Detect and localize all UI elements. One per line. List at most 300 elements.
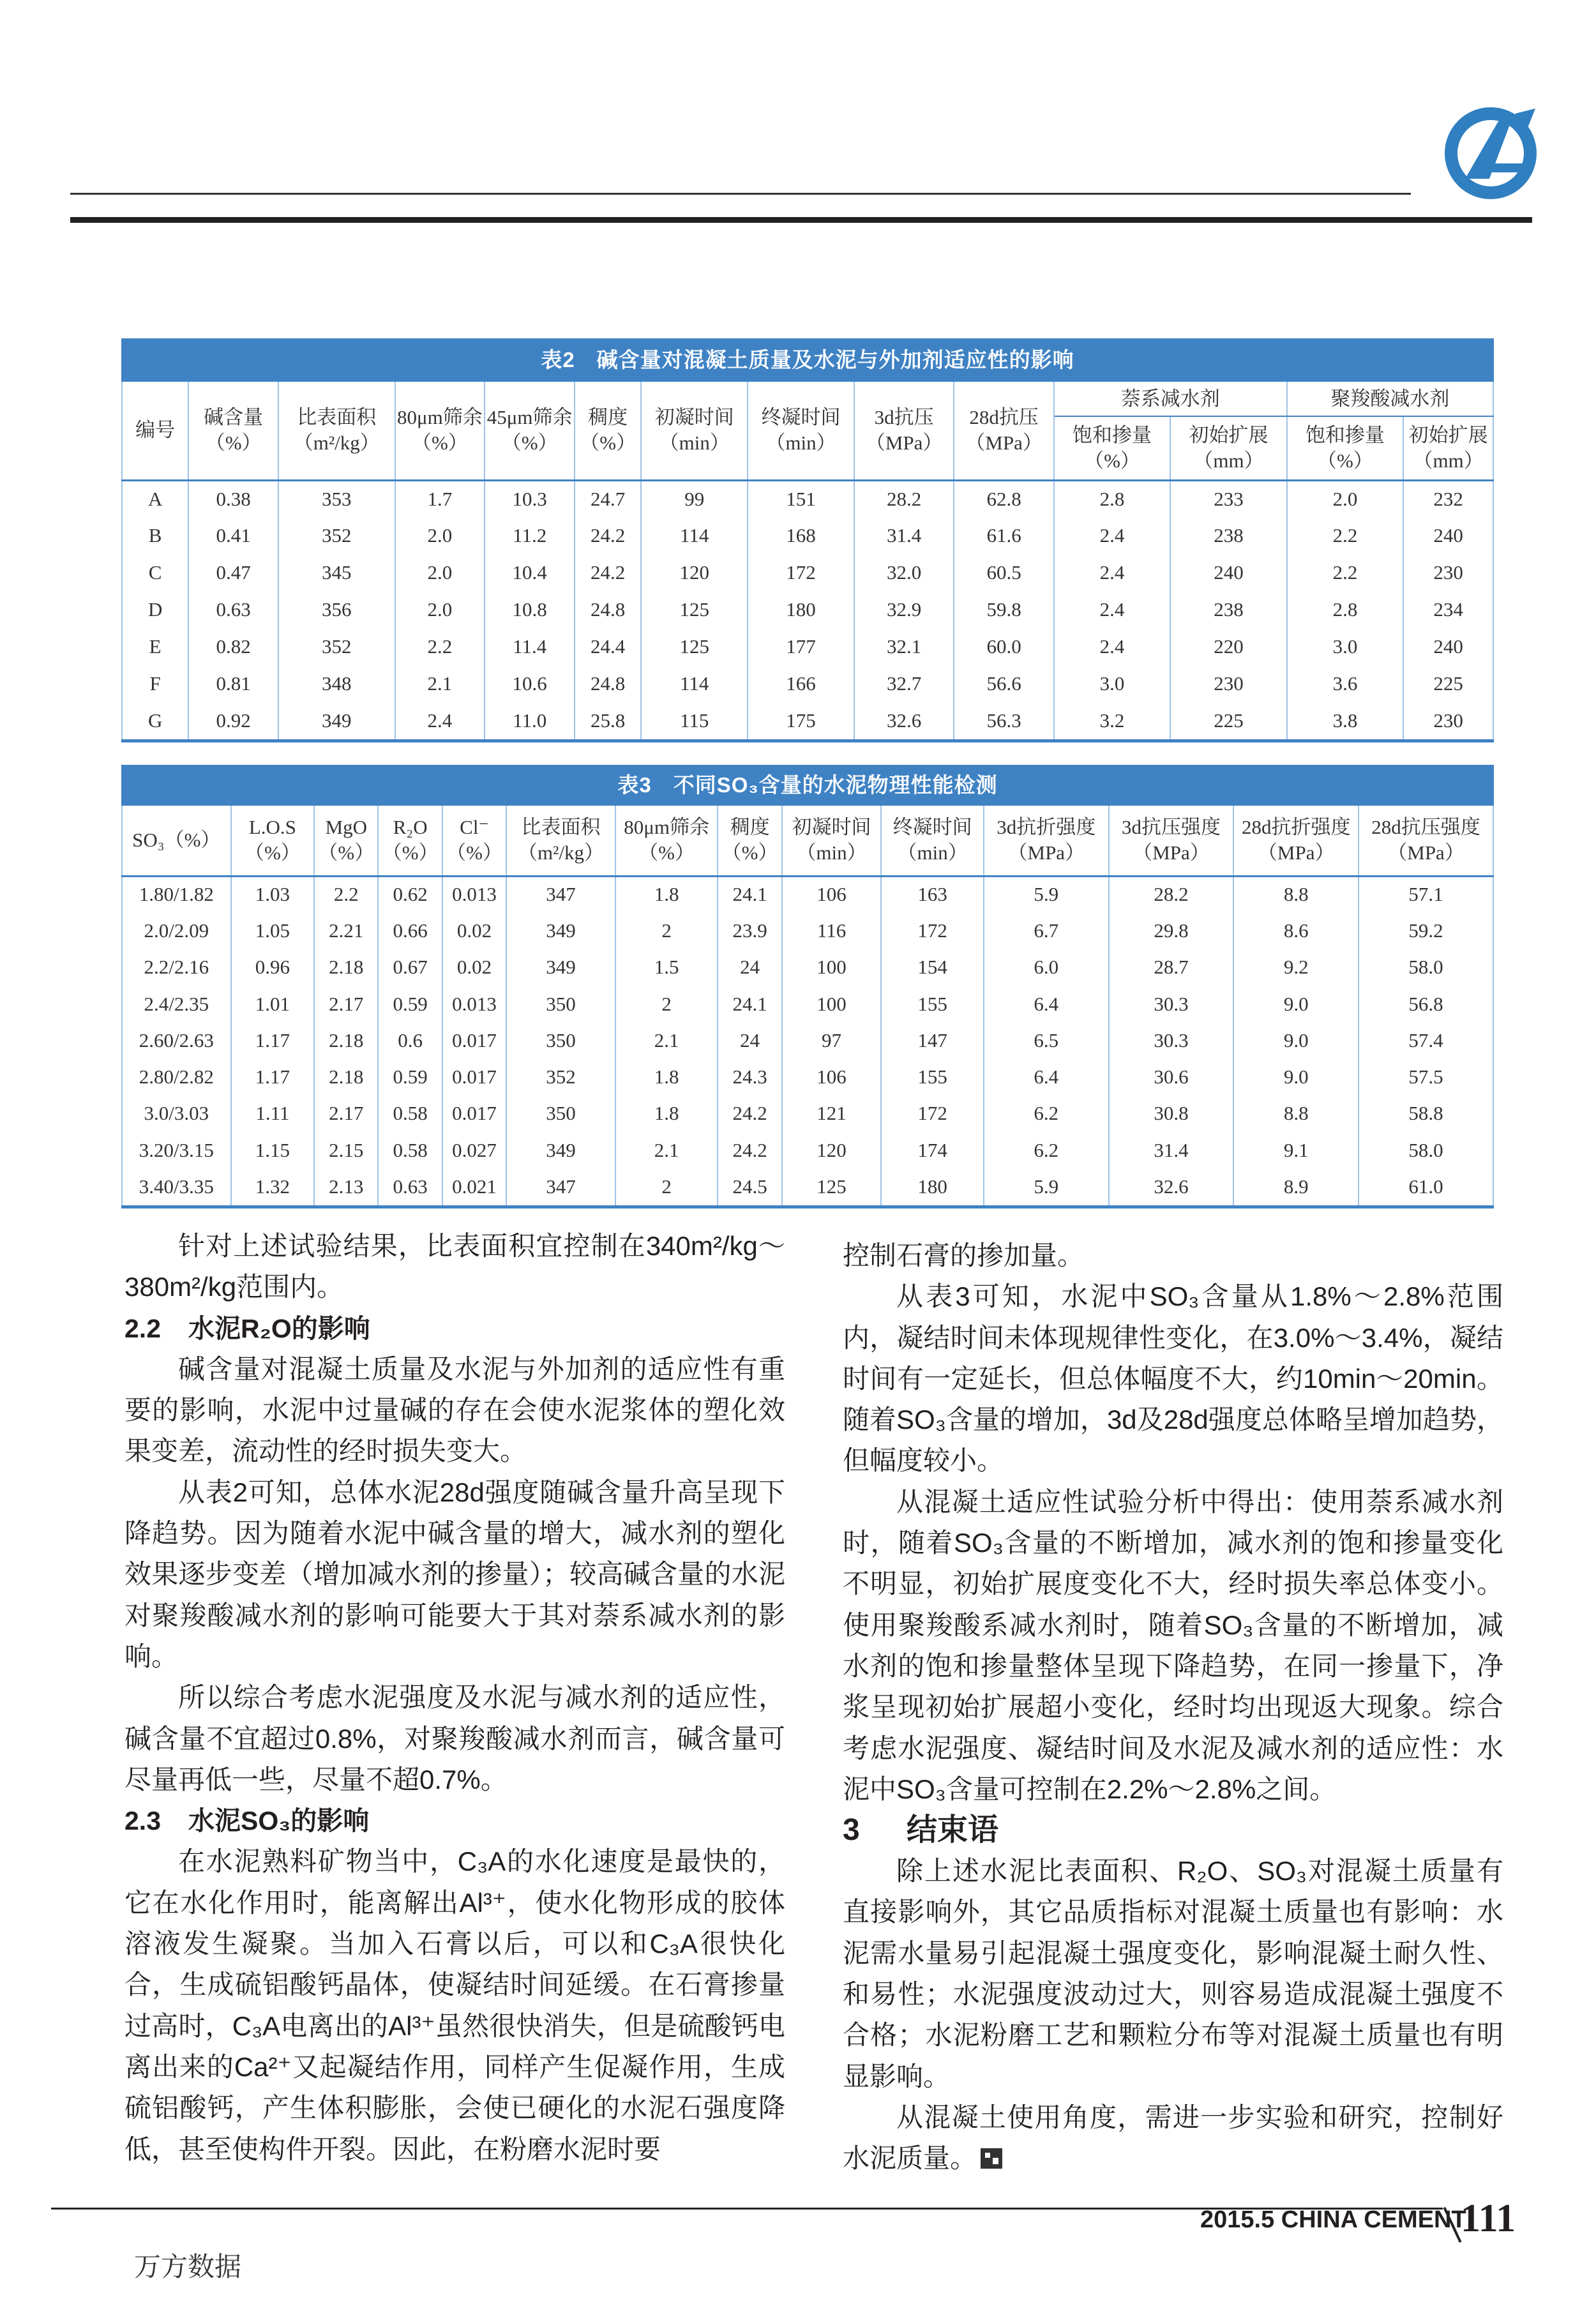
table-cell: 24.2 (575, 554, 641, 591)
table-cell: 2.13 (314, 1168, 378, 1205)
table-cell: 58.0 (1359, 949, 1493, 986)
table-cell: 349 (506, 1132, 615, 1168)
col-header: 碱含量（%） (188, 382, 278, 480)
sub-header: 初始扩展（mm） (1403, 416, 1493, 480)
table-cell: 9.0 (1233, 1058, 1359, 1095)
table-cell: 0.38 (188, 480, 278, 517)
table-cell: 56.8 (1359, 986, 1493, 1022)
table-cell: 9.1 (1233, 1132, 1359, 1168)
table-row (122, 591, 1493, 628)
table-cell: 233 (1170, 480, 1286, 517)
table-cell: 31.4 (854, 517, 954, 554)
table-cell: 97 (782, 1022, 882, 1058)
group-header-naphthalene: 萘系减水剂 (1054, 382, 1287, 416)
table-cell: 0.017 (442, 1058, 506, 1095)
left-column (124, 1226, 785, 2170)
table-cell: 240 (1403, 628, 1493, 665)
col-header: 28d抗压强度（MPa） (1359, 806, 1493, 876)
table-cell: 2.4 (1054, 517, 1170, 554)
table-cell: 1.7 (395, 480, 485, 517)
table-cell: 2.2 (314, 876, 378, 912)
sub-header: 饱和掺量（%） (1054, 416, 1170, 480)
table-cell: 24.5 (718, 1168, 781, 1205)
table-cell: 175 (748, 702, 854, 739)
table-cell: 9.0 (1233, 1022, 1359, 1058)
table-cell: 0.62 (378, 876, 442, 912)
table-cell: A (122, 480, 188, 517)
table-cell: 10.4 (485, 554, 575, 591)
page-number: 111 (1461, 2197, 1516, 2240)
table-cell: 114 (641, 517, 748, 554)
table-cell: 32.1 (854, 628, 954, 665)
table-cell: 2.1 (395, 665, 485, 702)
table-cell: 180 (748, 591, 854, 628)
table-cell: 5.9 (984, 1168, 1109, 1205)
table-cell: 3.6 (1287, 665, 1403, 702)
table-cell: 2 (615, 986, 718, 1022)
table-cell: 11.4 (485, 628, 575, 665)
table-cell: 106 (782, 1058, 882, 1095)
col-header: 比表面积（m²/kg） (278, 382, 395, 480)
table-cell: 56.3 (954, 702, 1053, 739)
table-row (122, 480, 1493, 517)
table-cell: 168 (748, 517, 854, 554)
table-cell: 23.9 (718, 912, 781, 949)
table-cell: 2.4 (1054, 628, 1170, 665)
col-header: 比表面积（m²/kg） (506, 806, 615, 876)
group-header-polycarboxylate: 聚羧酸减水剂 (1287, 382, 1493, 416)
table-cell: 0.63 (188, 591, 278, 628)
header-rule-thin (70, 193, 1411, 195)
table-cell: 2.4 (1054, 591, 1170, 628)
table-cell: B (122, 517, 188, 554)
table-cell: 30.6 (1109, 1058, 1234, 1095)
table-cell: 8.6 (1233, 912, 1359, 949)
col-header: 稠度（%） (718, 806, 781, 876)
table-cell: 8.8 (1233, 1096, 1359, 1132)
table-cell: 8.8 (1233, 876, 1359, 912)
col-header: MgO（%） (314, 806, 378, 876)
table-cell: 6.7 (984, 912, 1109, 949)
table-3-grid (121, 806, 1494, 1205)
table-cell: 6.0 (984, 949, 1109, 986)
table-cell: 114 (641, 665, 748, 702)
table-cell: 349 (506, 949, 615, 986)
table-cell: C (122, 554, 188, 591)
table-cell: 154 (881, 949, 984, 986)
table-cell: G (122, 702, 188, 739)
table-cell: 0.02 (442, 949, 506, 986)
table-cell: 352 (278, 517, 395, 554)
table-cell: 24.7 (575, 480, 641, 517)
table-cell: 2.2 (395, 628, 485, 665)
table-cell: 240 (1403, 517, 1493, 554)
table-cell: 180 (881, 1168, 984, 1205)
table-cell: 0.92 (188, 702, 278, 739)
table-cell: 1.01 (231, 986, 314, 1022)
table-cell: 57.5 (1359, 1058, 1493, 1095)
table-cell: 177 (748, 628, 854, 665)
table-cell: 220 (1170, 628, 1286, 665)
table-2-title: 表2 碱含量对混凝土质量及水泥与外加剂适应性的影响 (121, 338, 1494, 382)
table-cell: 0.66 (378, 912, 442, 949)
table-cell: 9.0 (1233, 986, 1359, 1022)
col-header: R₂O（%） (378, 806, 442, 876)
table-cell: 57.4 (1359, 1022, 1493, 1058)
table-cell: D (122, 591, 188, 628)
table-cell: 6.4 (984, 1058, 1109, 1095)
table-cell: 24.8 (575, 591, 641, 628)
col-header: 28d抗压（MPa） (954, 382, 1053, 480)
table-cell: 2.1 (615, 1132, 718, 1168)
right-column (843, 1235, 1503, 2180)
table-cell: 147 (881, 1022, 984, 1058)
table-cell: 106 (782, 876, 882, 912)
col-header: 初凝时间（min） (641, 382, 748, 480)
table-cell: 120 (641, 554, 748, 591)
table-cell: 125 (641, 591, 748, 628)
paragraph: 针对上述试验结果，比表面积宜控制在340m²/kg～380m²/kg范围内。 (124, 1231, 785, 1302)
table-cell: 352 (506, 1058, 615, 1095)
table-cell: 3.2 (1054, 702, 1170, 739)
table-cell: 2.4 (1054, 554, 1170, 591)
table-cell: 2 (615, 1168, 718, 1205)
table-cell: 0.96 (231, 949, 314, 986)
col-header: 80μm筛余（%） (395, 382, 485, 480)
table-cell: 100 (782, 949, 882, 986)
paragraph: 所以综合考虑水泥强度及水泥与减水剂的适应性，碱含量不宜超过0.8%，对聚羧酸减水剂而言，碱含量可尽量再低一些，尽量不超0.7%。 (124, 1682, 785, 1795)
table-cell: 230 (1170, 665, 1286, 702)
table-cell: 0.013 (442, 986, 506, 1022)
table-cell: 32.0 (854, 554, 954, 591)
table-row (122, 1096, 1493, 1132)
table-row (122, 1058, 1493, 1095)
col-header: 初凝时间（min） (782, 806, 882, 876)
table-cell: 352 (278, 628, 395, 665)
table-2-grid (121, 382, 1494, 739)
table-cell: 238 (1170, 591, 1286, 628)
table-cell: 28.7 (1109, 949, 1234, 986)
table-cell: 225 (1403, 665, 1493, 702)
section-title: 水泥SO₃的影响 (188, 1806, 370, 1836)
table-cell: 2.21 (314, 912, 378, 949)
col-header: L.O.S（%） (231, 806, 314, 876)
table-cell: 2.8 (1054, 480, 1170, 517)
table-cell: 25.8 (575, 702, 641, 739)
header-rule-thick (70, 217, 1532, 223)
table-cell: 172 (881, 1096, 984, 1132)
table-cell: 230 (1403, 702, 1493, 739)
table-cell: 349 (506, 912, 615, 949)
table-cell: 0.58 (378, 1096, 442, 1132)
table-cell: 2.2/2.16 (122, 949, 231, 986)
col-header: 3d抗折强度（MPa） (984, 806, 1109, 876)
table-cell: 32.6 (1109, 1168, 1234, 1205)
table-cell: 56.6 (954, 665, 1053, 702)
table-cell: 166 (748, 665, 854, 702)
table-cell: 3.40/3.35 (122, 1168, 231, 1205)
table-cell: 32.6 (854, 702, 954, 739)
table-cell: 61.0 (1359, 1168, 1493, 1205)
table-cell: 0.027 (442, 1132, 506, 1168)
table-cell: 24.4 (575, 628, 641, 665)
table-cell: 28.2 (1109, 876, 1234, 912)
section-heading-2-3 (124, 1800, 785, 1841)
table-cell: 116 (782, 912, 882, 949)
table-cell: 99 (641, 480, 748, 517)
table-cell: 234 (1403, 591, 1493, 628)
table-cell: 6.2 (984, 1096, 1109, 1132)
paragraph: 从表2可知，总体水泥28d强度随碱含量升高呈现下降趋势。因为随着水泥中碱含量的增大，减水剂的塑化效果逐步变差（增加减水剂的掺量）；较高碱含量的水泥对聚羧酸减水剂的影响可能要大于其对萘系减水剂的影响。 (124, 1477, 785, 1671)
table-cell: 3.0 (1054, 665, 1170, 702)
col-header: 28d抗折强度（MPa） (1233, 806, 1359, 876)
table-cell: 28.2 (854, 480, 954, 517)
table-cell: 163 (881, 876, 984, 912)
table-cell: 125 (641, 628, 748, 665)
table-cell: 172 (748, 554, 854, 591)
table-cell: 1.8 (615, 876, 718, 912)
table-row (122, 1022, 1493, 1058)
table-cell: 2.0 (395, 517, 485, 554)
table-cell: 2.2 (1287, 517, 1403, 554)
table-cell: 2.2 (1287, 554, 1403, 591)
table-cell: 2.8 (1287, 591, 1403, 628)
table-row (122, 517, 1493, 554)
table-cell: 353 (278, 480, 395, 517)
section-number: 2.2 (124, 1313, 161, 1343)
table-cell: 24.3 (718, 1058, 781, 1095)
paragraph: 除上述水泥比表面积、R₂O、SO₃对混凝土质量有直接影响外，其它品质指标对混凝土质量也有影响：水泥需水量易引起混凝土强度变化，影响混凝土耐久性、和易性；水泥强度波动过大，则容易造成混凝土强度不合格；水泥粉磨工艺和颗粒分布等对混凝土质量也有明显影响。 (843, 1856, 1503, 2091)
table-cell: 1.11 (231, 1096, 314, 1132)
table-cell: 6.5 (984, 1022, 1109, 1058)
table-cell: 2 (615, 912, 718, 949)
table-row (122, 876, 1493, 912)
paragraph: 从表3可知，水泥中SO₃含量从1.8%～2.8%范围内，凝结时间未体现规律性变化，在3.0%～3.4%，凝结时间有一定延长，但总体幅度不大，约10min～20min。随着SO₃含量的增加，3d及28d强度总体略呈增加趋势，但幅度较小。 (843, 1281, 1503, 1476)
table-cell: 125 (782, 1168, 882, 1205)
table-row (122, 665, 1493, 702)
table-cell: 1.17 (231, 1022, 314, 1058)
table-cell: 238 (1170, 517, 1286, 554)
table-cell: 2.0 (1287, 480, 1403, 517)
table-row (122, 554, 1493, 591)
table-cell: 58.0 (1359, 1132, 1493, 1168)
table-cell: 0.017 (442, 1096, 506, 1132)
table-2-bottom-rule (121, 739, 1494, 742)
table-cell: 3.8 (1287, 702, 1403, 739)
table-cell: 60.0 (954, 628, 1053, 665)
col-header: 稠度（%） (575, 382, 641, 480)
section-heading-3 (843, 1810, 1503, 1851)
table-cell: 32.7 (854, 665, 954, 702)
table-cell: 155 (881, 986, 984, 1022)
table-cell: 232 (1403, 480, 1493, 517)
table-cell: 347 (506, 1168, 615, 1205)
table-cell: 24.1 (718, 986, 781, 1022)
source-watermark: 万方数据 (134, 2253, 242, 2282)
table-cell: 121 (782, 1096, 882, 1132)
section-title: 水泥R₂O的影响 (188, 1313, 370, 1343)
table-cell: 1.17 (231, 1058, 314, 1095)
table-cell: 24.8 (575, 665, 641, 702)
table-cell: 2.4 (395, 702, 485, 739)
table-cell: 57.1 (1359, 876, 1493, 912)
table-3 (121, 765, 1494, 1208)
table-cell: 2.17 (314, 1096, 378, 1132)
table-cell: 0.81 (188, 665, 278, 702)
end-mark-icon (979, 2146, 1005, 2171)
table-cell: 1.8 (615, 1058, 718, 1095)
table-cell: 349 (278, 702, 395, 739)
paragraph: 碱含量对混凝土质量及水泥与外加剂的适应性有重要的影响，水泥中过量碱的存在会使水泥浆体的塑化效果变差，流动性的经时损失变大。 (124, 1353, 785, 1466)
table-cell: 1.5 (615, 949, 718, 986)
table-cell: 1.15 (231, 1132, 314, 1168)
table-cell: 0.41 (188, 517, 278, 554)
table-row (122, 986, 1493, 1022)
table-cell: 2.15 (314, 1132, 378, 1168)
table-cell: 5.9 (984, 876, 1109, 912)
table-cell: 30.3 (1109, 1022, 1234, 1058)
table-cell: 10.3 (485, 480, 575, 517)
table-cell: 24.1 (718, 876, 781, 912)
table-cell: 2.60/2.63 (122, 1022, 231, 1058)
journal-logo-icon (1440, 102, 1542, 204)
table-cell: 120 (782, 1132, 882, 1168)
table-row (122, 912, 1493, 949)
table-cell: 0.59 (378, 1058, 442, 1095)
paragraph: 从混凝土适应性试验分析中得出：使用萘系减水剂时，随着SO₃含量的不断增加，减水剂的饱和掺量变化不明显，初始扩展度变化不大，经时损失率总体变小。使用聚羧酸系减水剂时，随着SO₃含量的不断增加，减水剂的饱和掺量整体呈现下降趋势，在同一掺量下，净浆呈现初始扩展超小变化，经时均出现返大现象。综合考虑水泥强度、凝结时间及水泥及减水剂的适应性：水泥中SO₃含量可控制在2.2%～2.8%之间。 (843, 1486, 1503, 1804)
table-cell: 115 (641, 702, 748, 739)
col-header: 终凝时间（min） (748, 382, 854, 480)
table-cell: 0.013 (442, 876, 506, 912)
table-row (122, 1168, 1493, 1205)
table-cell: 345 (278, 554, 395, 591)
table-3-title: 表3 不同SO₃含量的水泥物理性能检测 (121, 765, 1494, 806)
table-cell: 0.02 (442, 912, 506, 949)
table-cell: 24 (718, 1022, 781, 1058)
table-cell: 2.18 (314, 1022, 378, 1058)
table-cell: 31.4 (1109, 1132, 1234, 1168)
table-cell: 1.8 (615, 1096, 718, 1132)
table-cell: F (122, 665, 188, 702)
table-cell: 6.4 (984, 986, 1109, 1022)
table-cell: 58.8 (1359, 1096, 1493, 1132)
table-cell: 10.6 (485, 665, 575, 702)
table-cell: 1.03 (231, 876, 314, 912)
table-cell: 2.18 (314, 1058, 378, 1095)
table-cell: 0.59 (378, 986, 442, 1022)
table-cell: 3.0 (1287, 628, 1403, 665)
table-cell: 1.32 (231, 1168, 314, 1205)
table-cell: 9.2 (1233, 949, 1359, 986)
table-cell: 230 (1403, 554, 1493, 591)
table-cell: 2.0/2.09 (122, 912, 231, 949)
table-cell: 11.0 (485, 702, 575, 739)
paragraph (843, 2097, 1503, 2180)
sub-header: 初始扩展（mm） (1170, 416, 1286, 480)
section-title: 结束语 (907, 1813, 999, 1848)
section-heading-2-2 (124, 1308, 785, 1349)
table-cell: 60.5 (954, 554, 1053, 591)
col-header: Cl⁻（%） (442, 806, 506, 876)
table-cell: 32.9 (854, 591, 954, 628)
table-cell: 348 (278, 665, 395, 702)
col-header: 终凝时间（min） (881, 806, 984, 876)
table-cell: 59.8 (954, 591, 1053, 628)
table-cell: 0.017 (442, 1022, 506, 1058)
table-cell: 0.82 (188, 628, 278, 665)
table-cell: 0.47 (188, 554, 278, 591)
table-cell: 0.63 (378, 1168, 442, 1205)
table-cell: 100 (782, 986, 882, 1022)
sub-header: 饱和掺量（%） (1287, 416, 1403, 480)
table-3-bottom-rule (121, 1205, 1494, 1208)
table-cell: 62.8 (954, 480, 1053, 517)
table-cell: 3.0/3.03 (122, 1096, 231, 1132)
table-cell: 1.05 (231, 912, 314, 949)
table-cell: 29.8 (1109, 912, 1234, 949)
table-cell: 10.8 (485, 591, 575, 628)
table-cell: 30.8 (1109, 1096, 1234, 1132)
table-cell: 151 (748, 480, 854, 517)
col-header: 45μm筛余（%） (485, 382, 575, 480)
table-cell: 2.80/2.82 (122, 1058, 231, 1095)
table-cell: 0.6 (378, 1022, 442, 1058)
section-number: 3 (843, 1813, 860, 1848)
table-2 (121, 338, 1494, 742)
table-cell: 174 (881, 1132, 984, 1168)
col-header: 80μm筛余（%） (615, 806, 718, 876)
table-cell: 2.1 (615, 1022, 718, 1058)
table-cell: 2.4/2.35 (122, 986, 231, 1022)
table-cell: 24 (718, 949, 781, 986)
table-cell: 356 (278, 591, 395, 628)
table-row (122, 1132, 1493, 1168)
table-cell: 2.18 (314, 949, 378, 986)
table-cell: 0.67 (378, 949, 442, 986)
table-cell: 24.2 (718, 1096, 781, 1132)
table-cell: 155 (881, 1058, 984, 1095)
col-header: 3d抗压强度（MPa） (1109, 806, 1234, 876)
table-row (122, 949, 1493, 986)
table-cell: 2.0 (395, 554, 485, 591)
table-cell: 347 (506, 876, 615, 912)
table-cell: 350 (506, 986, 615, 1022)
table-cell: 6.2 (984, 1132, 1109, 1168)
table-cell: 11.2 (485, 517, 575, 554)
col-header: 3d抗压（MPa） (854, 382, 954, 480)
paragraph-text: 从混凝土使用角度，需进一步实验和研究，控制好水泥质量。 (843, 2102, 1503, 2174)
table-cell: 0.58 (378, 1132, 442, 1168)
paragraph: 控制石膏的掺加量。 (843, 1240, 1085, 1270)
table-cell: 350 (506, 1096, 615, 1132)
col-header: SO₃（%） (122, 806, 231, 876)
table-cell: 61.6 (954, 517, 1053, 554)
table-cell: 59.2 (1359, 912, 1493, 949)
table-row (122, 628, 1493, 665)
table-cell: 2.0 (395, 591, 485, 628)
table-cell: 8.9 (1233, 1168, 1359, 1205)
table-cell: 3.20/3.15 (122, 1132, 231, 1168)
col-header: 编号 (122, 382, 188, 480)
table-cell: E (122, 628, 188, 665)
table-cell: 172 (881, 912, 984, 949)
section-number: 2.3 (124, 1806, 161, 1836)
table-row (122, 702, 1493, 739)
table-cell: 350 (506, 1022, 615, 1058)
footer-issue: 2015.5 CHINA CEMENT (1200, 2206, 1466, 2233)
paragraph: 在水泥熟料矿物当中，C₃A的水化速度是最快的，它在水化作用时，能离解出Al³⁺，使水化物形成的胶体溶液发生凝聚。当加入石膏以后，可以和C₃A很快化合，生成硫铝酸钙晶体，使凝结时间延缓。在石膏掺量过高时，C₃A电离出的Al³⁺虽然很快消失，但是硫酸钙电离出来的Ca²⁺又起凝结作用，同样产生促凝作用，生成硫铝酸钙，产生体积膨胀，会使已硬化的水泥石强度降低，甚至使构件开裂。因此，在粉磨水泥时要 (124, 1846, 785, 2164)
table-cell: 240 (1170, 554, 1286, 591)
